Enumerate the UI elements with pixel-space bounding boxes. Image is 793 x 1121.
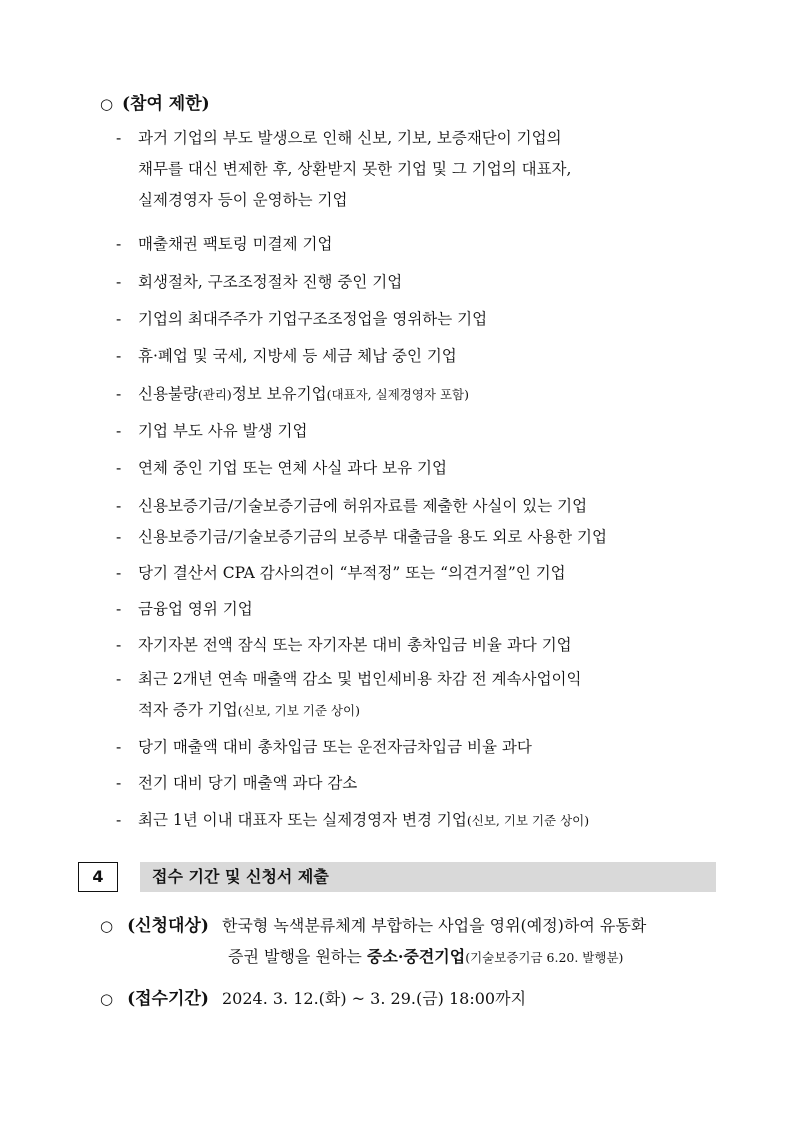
apply-target-line1: 한국형 녹색분류체계 부합하는 사업을 영위(예정)하여 유동화 <box>221 916 647 935</box>
list-item: - 금융업 영위 기업 <box>116 600 253 618</box>
section-header <box>78 862 716 894</box>
list-item: - 기업 부도 사유 발생 기업 <box>116 422 308 440</box>
list-item: - 회생절차, 구조조정절차 진행 중인 기업 <box>116 273 403 291</box>
list-item: - 휴·폐업 및 국세, 지방세 등 세금 체납 중인 기업 <box>116 347 457 365</box>
apply-target-row <box>100 909 646 943</box>
circle-bullet-icon: ○ <box>100 95 114 113</box>
list-item: - 전기 대비 당기 매출액 과다 감소 <box>116 774 358 792</box>
apply-target-line2: 증권 발행을 원하는 중소·중견기업(기술보증기금 6.20. 발행분) <box>228 947 624 966</box>
section-number: 4 <box>78 862 118 892</box>
circle-bullet-icon: ○ <box>100 917 114 935</box>
circle-bullet-icon: ○ <box>100 990 114 1008</box>
list-item: - 신용보증기금/기술보증기금의 보증부 대출금을 용도 외로 사용한 기업 <box>116 528 608 546</box>
apply-period-label: (접수기간) <box>127 989 209 1009</box>
apply-period-row <box>100 982 526 1016</box>
list-item: - 신용보증기금/기술보증기금에 허위자료를 제출한 사실이 있는 기업 <box>116 497 588 515</box>
list-item: - 신용불량(관리)정보 보유기업(대표자, 실제경영자 포함) <box>116 385 470 403</box>
list-item: - 당기 결산서 CPA 감사의견이 “부적정” 또는 “의견거절”인 기업 <box>116 564 566 582</box>
list-item: - 최근 1년 이내 대표자 또는 실제경영자 변경 기업(신보, 기보 기준 상이) <box>116 811 590 829</box>
list-item: - 당기 매출액 대비 총차입금 또는 운전자금차입금 비율 과다 <box>116 738 532 756</box>
list-item: - 자기자본 전액 잠식 또는 자기자본 대비 총차입금 비율 과다 기업 <box>116 636 572 654</box>
list-item: - 연체 중인 기업 또는 연체 사실 과다 보유 기업 <box>116 459 447 477</box>
section-title: 접수 기간 및 신청서 제출 <box>140 862 716 892</box>
list-item: - 매출채권 팩토링 미결제 기업 <box>116 235 333 253</box>
list-item: - 기업의 최대주주가 기업구조조정업을 영위하는 기업 <box>116 310 488 328</box>
apply-target-label: (신청대상) <box>127 916 209 936</box>
restriction-heading <box>100 93 210 115</box>
list-item: - 과거 기업의 부도 발생으로 인해 신보, 기보, 보증재단이 기업의 채무를 대신 변제한 후, 상환받지 못한 기업 및 그 기업의 대표자, 실제경영자 등이 운영하는 기업 <box>116 129 572 209</box>
apply-period-text: 2024. 3. 12.(화) ~ 3. 29.(금) 18:00까지 <box>221 989 527 1008</box>
restriction-title: (참여 제한) <box>122 94 210 114</box>
list-item: - 최근 2개년 연속 매출액 감소 및 법인세비용 차감 전 계속사업이익 적자 증가 기업(신보, 기보 기준 상이) <box>116 670 582 719</box>
